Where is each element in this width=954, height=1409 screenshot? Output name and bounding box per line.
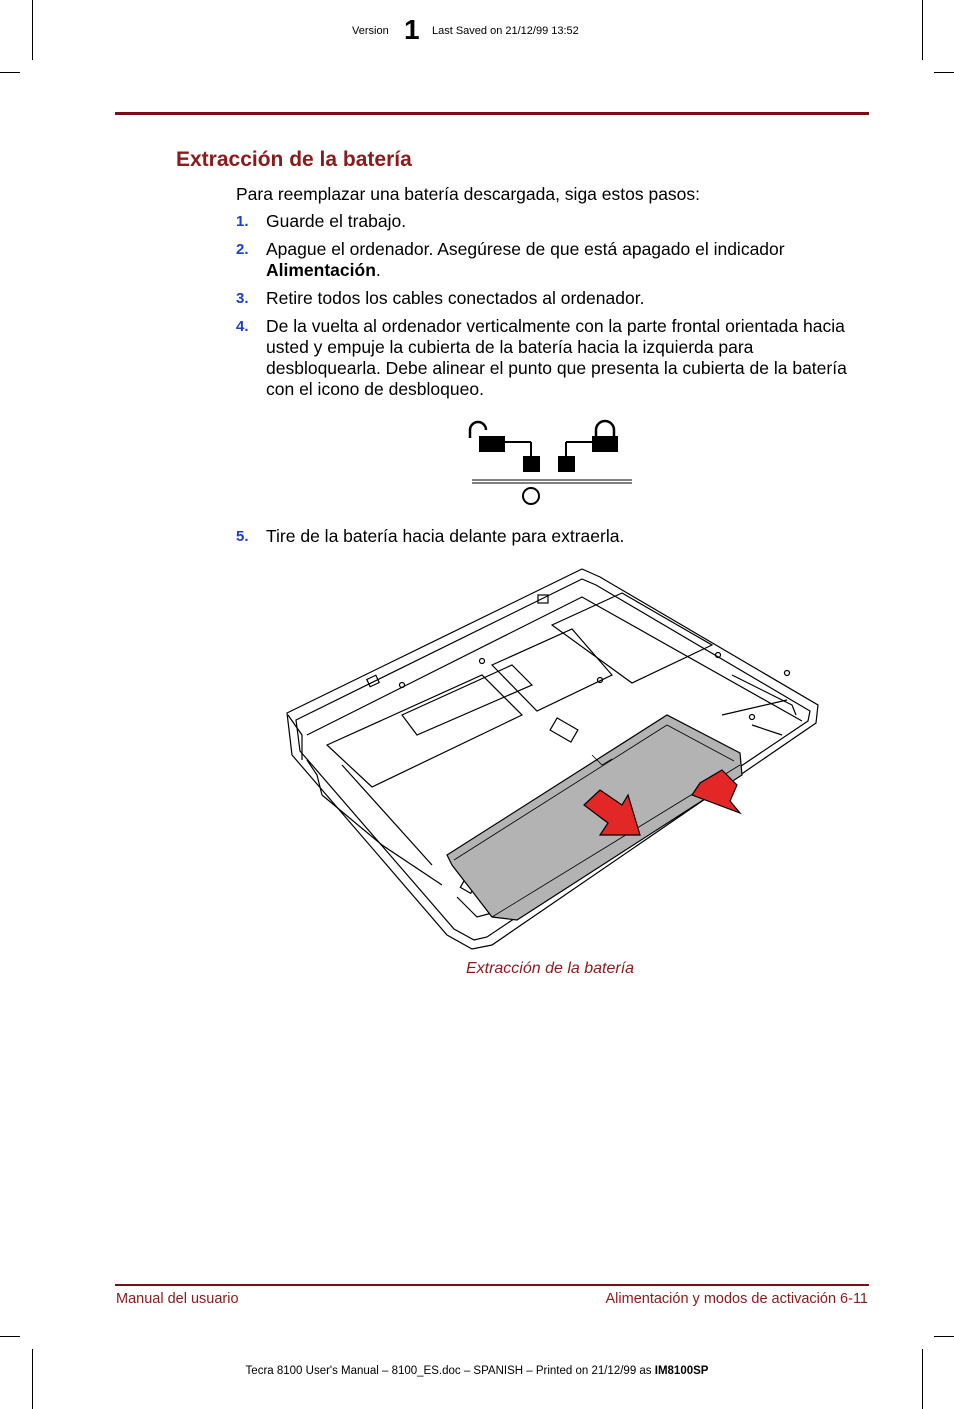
step-text: Guarde el trabajo. <box>266 211 407 231</box>
print-info-text: Tecra 8100 User's Manual – 8100_ES.doc – SPANISH – Printed on 21/12/99 as <box>245 1365 655 1377</box>
list-item <box>236 239 866 281</box>
crop-mark <box>922 1349 923 1409</box>
unlock-icon <box>470 422 505 452</box>
crop-mark <box>32 1349 33 1409</box>
lock-position-marker <box>558 456 575 472</box>
bottom-rule <box>115 1284 869 1286</box>
step-number: 1. <box>236 213 249 230</box>
version-label: Version <box>352 25 389 37</box>
print-info-code: IM8100SP <box>654 1365 709 1377</box>
footer-manual-title: Manual del usuario <box>116 1291 239 1307</box>
power-indicator-label: Alimentación <box>266 260 376 280</box>
step-text: Retire todos los cables conectados al ordenador. <box>266 288 645 308</box>
unlock-position-marker <box>523 456 540 472</box>
step-number: 4. <box>236 318 249 335</box>
version-number: 1 <box>404 14 420 45</box>
last-saved-text: Last Saved on 21/12/99 13:52 <box>432 25 579 37</box>
steps-list <box>236 211 866 400</box>
step-text: Tire de la batería hacia delante para extraerla. <box>266 526 625 546</box>
step-number: 2. <box>236 241 249 258</box>
crop-mark <box>922 0 923 60</box>
step-text-part: . <box>375 260 381 280</box>
print-info <box>0 1365 954 1377</box>
lock-icon <box>592 421 618 452</box>
battery-lock-diagram <box>465 418 635 510</box>
alignment-dot-icon <box>523 488 539 504</box>
list-item <box>236 526 866 547</box>
step-text-part: Apague el ordenador. Asegúrese de que está apagado el indicador <box>266 239 785 259</box>
section-title: Extracción de la batería <box>176 148 412 171</box>
crop-mark <box>0 1336 20 1337</box>
step-number: 3. <box>236 290 249 307</box>
step-number: 5. <box>236 528 249 545</box>
intro-paragraph: Para reemplazar una batería descargada, siga estos pasos: <box>236 184 701 204</box>
list-item <box>236 288 866 309</box>
step-text <box>266 239 866 281</box>
crop-mark <box>0 72 20 73</box>
list-item <box>236 211 866 232</box>
footer-chapter-page: Alimentación y modos de activación 6-11 <box>605 1291 868 1307</box>
laptop-battery-removal-illustration <box>282 565 822 955</box>
crop-mark <box>934 1336 954 1337</box>
crop-mark <box>934 72 954 73</box>
figure-caption: Extracción de la batería <box>465 960 635 977</box>
step-text: De la vuelta al ordenador verticalmente con la parte frontal orientada hacia usted y empuje la cubierta de la batería hacia la izquierda para desbloquearla. Debe alinear el punto que presenta la cubierta de la batería con el icono de desbloqueo. <box>266 316 847 399</box>
crop-mark <box>32 0 33 60</box>
body-text <box>236 184 866 407</box>
top-rule <box>115 112 869 115</box>
list-item <box>236 316 866 400</box>
